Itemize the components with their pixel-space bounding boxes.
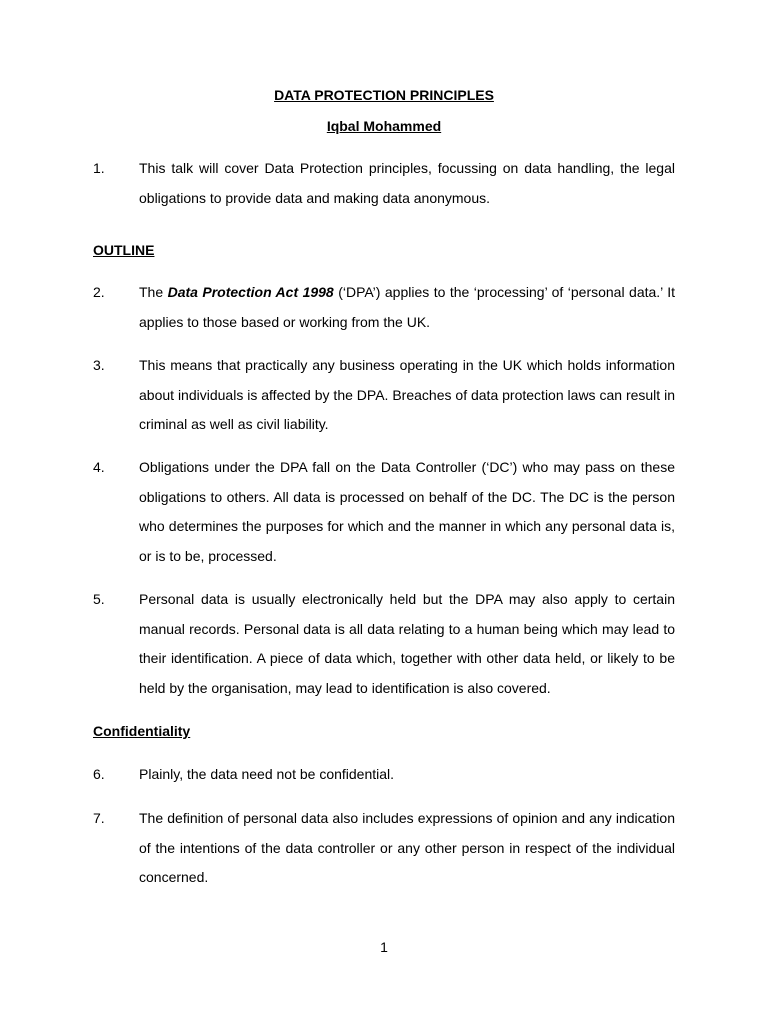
paragraph-number: 3. bbox=[93, 357, 105, 373]
heading-outline: OUTLINE bbox=[93, 242, 155, 258]
paragraph-text: This means that practically any business operating in the UK which holds information about individuals is affected by the DPA. Breaches of data protection laws can result in criminal as well as civil liability. bbox=[139, 357, 675, 432]
paragraph-text: Plainly, the data need not be confidential. bbox=[139, 766, 395, 782]
act-name-emphasis: Data Protection Act 1998 bbox=[167, 284, 334, 300]
paragraph-number: 2. bbox=[93, 284, 105, 300]
paragraph-5 bbox=[93, 585, 675, 703]
paragraph-3 bbox=[93, 351, 675, 440]
paragraph-7 bbox=[93, 804, 675, 893]
paragraph-text: This talk will cover Data Protection principles, focussing on data handling, the legal obligations to provide data and making data anonymous. bbox=[139, 160, 675, 206]
paragraph-4 bbox=[93, 453, 675, 571]
paragraph-1 bbox=[93, 154, 675, 213]
heading-confidentiality: Confidentiality bbox=[93, 723, 191, 739]
document-author: Iqbal Mohammed bbox=[326, 118, 442, 134]
paragraph-number: 7. bbox=[93, 810, 105, 826]
document-title: DATA PROTECTION PRINCIPLES bbox=[274, 87, 494, 103]
paragraph-number: 5. bbox=[93, 591, 105, 607]
paragraph-text-prefix: The bbox=[139, 284, 168, 300]
paragraph-2 bbox=[93, 278, 675, 337]
paragraph-text-suffix: (‘DPA’) applies to the ‘processing’ of ‘personal data.’ It applies to those based or working from the UK. bbox=[139, 284, 676, 330]
paragraph-text: Obligations under the DPA fall on the Data Controller (‘DC’) who may pass on these obligations to others. All data is processed on behalf of the DC. The DC is the person who determines the purposes for which and the manner in which any personal data is, or is to be, processed. bbox=[139, 459, 675, 564]
paragraph-text: Personal data is usually electronically held but the DPA may also apply to certain manual records. Personal data is all data relating to a human being which may lead to their identification. A piece of data which, together with other data held, or likely to be held by the organisation, may lead to identification is also covered. bbox=[139, 591, 675, 696]
paragraph-number: 1. bbox=[93, 160, 105, 176]
paragraph-6 bbox=[93, 760, 675, 790]
paragraph-number: 6. bbox=[93, 766, 105, 782]
paragraph-text: The definition of personal data also includes expressions of opinion and any indication of the intentions of the data controller or any other person in respect of the individual concerned. bbox=[139, 810, 675, 885]
paragraph-number: 4. bbox=[93, 459, 105, 475]
paragraph-text bbox=[139, 278, 675, 337]
page-number: 1 bbox=[380, 939, 388, 955]
